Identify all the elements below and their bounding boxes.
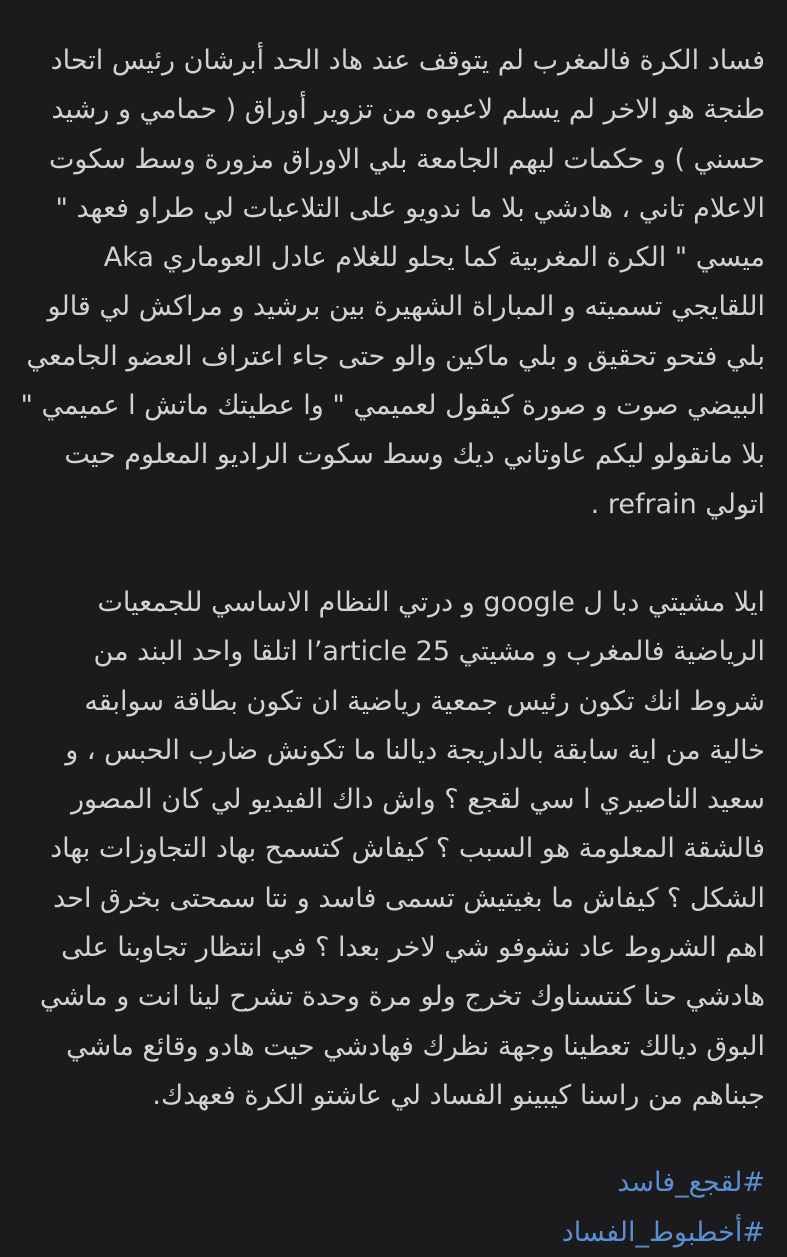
hashtag-link-laqjaa[interactable]: #لقجع_فاسد <box>617 1167 765 1199</box>
post-paragraph-2: ايلا مشيتي دبا ل google و درتي النظام الاساسي للجمعيات الرياضية فالمغرب و مشيتي l’article 25 اتلقا واحد البند من شروط انك تكون رئيس جمعية رياضية ان تكون بطاقة سوابقه خالية من اية سابقة بالداريجة ديالنا ما تكونش ضارب الحبس ، و سعيد الناصيري ا سي لقجع ؟ واش داك الفيديو لي كان المصور فالشقة المعلومة هو السبب ؟ كيفاش كتسمح بهاد التجاوزات بهاد الشكل ؟ كيفاش ما بغيتيش تسمى فاسد و نتا سمحتى بخرق احد اهم الشروط عاد نشوفو شي لاخر بعدا ؟ في انتظار تجاوبنا على هادشي حنا كنتسناوك تخرج ولو مرة وحدة تشرح لينا انت و ماشي البوق ديالك تعطينا وجهة نظرك فهادشي حيت هادو وقائع ماشي جبناهم من راسنا كيبينو الفساد لي عاشتو الكرة فعهدك. <box>39 586 765 1111</box>
post-paragraph-1: فساد الكرة فالمغرب لم يتوقف عند هاد الحد أبرشان رئيس اتحاد طنجة هو الاخر لم يسلم لاعبوه من تزوير أوراق ( حمامي و رشيد حسني ) و حكمات ليهم الجامعة بلي الاوراق مزورة وسط سكوت الاعلام تاني ، هادشي بلا ما ندويو على التلاعبات لي طراو فعهد " ميسي " الكرة المغربية كما يحلو للغلام عادل العوماري Aka اللقايجي تسميته و المباراة الشهيرة بين برشيد و مراكش لي قالو بلي فتحو تحقيق و بلي ماكين والو حتى جاء اعتراف العضو الجامعي البيضي صوت و صورة كيقول لعميمي " وا عطيتك ماتش ا عميمي " بلا مانقولو ليكم عاوتاني ديك وسط سكوت الراديو المعلوم حيت اتولي refrain . <box>20 45 765 520</box>
post-body <box>20 36 765 1257</box>
hashtag-link-akhtaboot[interactable]: #أخطبوط_الفساد <box>561 1216 765 1248</box>
hashtag-list <box>20 1158 765 1257</box>
paragraph-spacer <box>20 529 765 578</box>
hashtag-spacer <box>20 1120 765 1158</box>
